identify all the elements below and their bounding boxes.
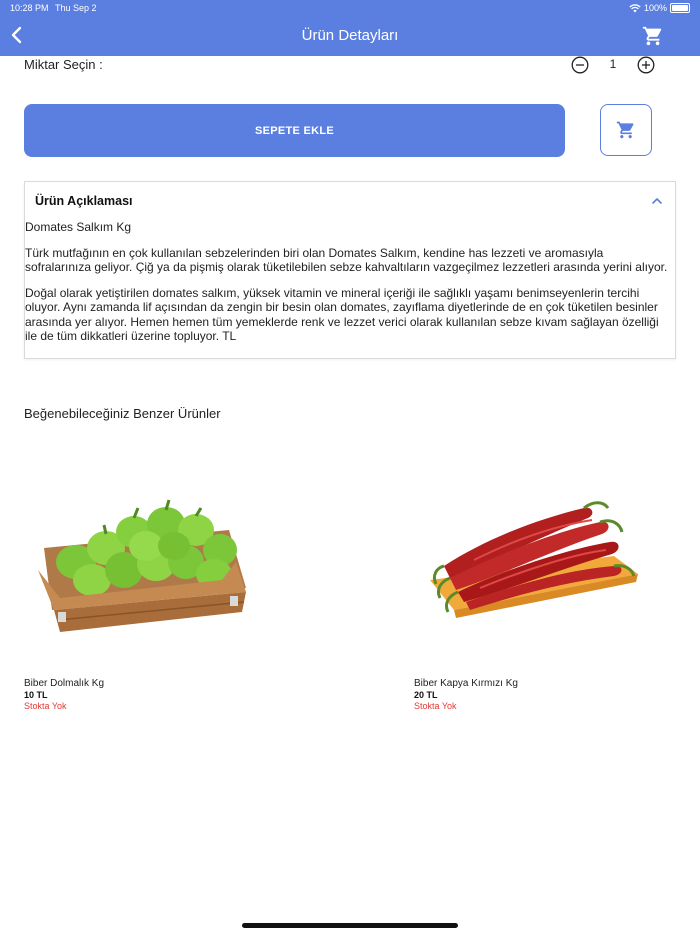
product-name: Biber Dolmalık Kg <box>24 678 105 689</box>
description-paragraph: Domates Salkım Kg <box>25 220 132 234</box>
cart-icon[interactable] <box>642 25 664 47</box>
product-stock-status: Stokta Yok <box>414 701 457 711</box>
description-paragraph: Doğal olarak yetiştirilen domates salkım, yüksek vitamin ve mineral içeriği ile sağlıklı yaşamı benimseyenlerin tercihi oluyor. Aynı zamanda lif açısından da zengin bir besin olan domates, zayıflama diyetlerinde de en çok tüketilen besinler arasında yer alıyor. Hemen hemen tüm yemeklerde renk ve lezzet verici olarak kullanılan sebze kıvam sağlayan özelliği ile de tüm dikkatleri üzerine topluyor. TL <box>25 285 659 343</box>
product-description-panel <box>24 181 676 359</box>
home-indicator[interactable] <box>242 923 458 928</box>
wifi-icon <box>629 4 641 13</box>
decrease-quantity-button[interactable] <box>571 56 589 74</box>
battery-icon <box>670 3 690 13</box>
description-body <box>25 220 675 358</box>
page-title: Ürün Detayları <box>301 27 399 44</box>
description-header[interactable]: Ürün Açıklaması <box>35 194 133 208</box>
product-card[interactable] <box>24 470 264 720</box>
status-date: Thu Sep 2 <box>55 3 97 13</box>
similar-products-title: Beğenebileceğiniz Benzer Ürünler <box>24 406 221 421</box>
cart-icon <box>616 120 636 140</box>
status-right <box>629 3 690 13</box>
product-name: Biber Kapya Kırmızı Kg <box>414 678 518 689</box>
battery-percent: 100% <box>643 3 667 13</box>
product-price: 10 TL <box>24 690 48 700</box>
go-to-cart-button[interactable] <box>600 104 652 156</box>
description-paragraph: Türk mutfağının en çok kullanılan sebzelerinden biri olan Domates Salkım, kendine has lezzeti ve aromasıyla sofralarınıza geliyor. Çiğ ya da pişmiş olarak tüketilebilen sebze kahvaltıların vazgeçilmez lezzetleri arasında yerini alıyor. <box>25 245 668 274</box>
status-bar <box>0 0 700 18</box>
product-stock-status: Stokta Yok <box>24 701 67 711</box>
green-pepper-image <box>24 470 264 650</box>
add-to-cart-button[interactable] <box>24 104 565 157</box>
quantity-value: 1 <box>609 57 617 71</box>
add-to-cart-label: SEPETE EKLE <box>254 124 335 137</box>
quantity-label: Miktar Seçin : <box>24 57 103 72</box>
product-card[interactable] <box>414 470 654 720</box>
red-pepper-image <box>414 470 654 650</box>
increase-quantity-button[interactable] <box>637 56 655 74</box>
product-price: 20 TL <box>414 690 438 700</box>
chevron-up-icon[interactable] <box>651 196 663 206</box>
status-time: 10:28 PM <box>10 3 49 13</box>
app-header <box>0 0 700 56</box>
